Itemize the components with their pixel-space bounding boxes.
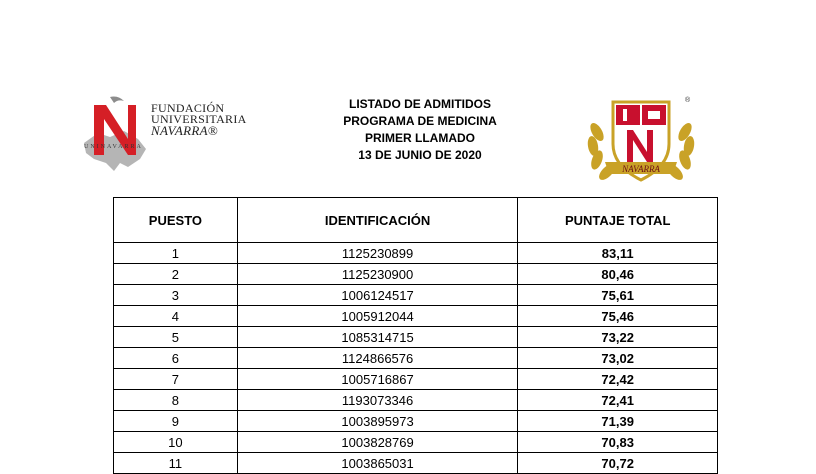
cell-puntaje: 75,61 [518,285,718,306]
cell-puesto: 6 [114,348,238,369]
table-header-row [114,198,718,243]
cell-puesto: 3 [114,285,238,306]
table-row [114,243,718,264]
cell-puesto: 11 [114,453,238,474]
cell-puntaje: 70,83 [518,432,718,453]
table-row [114,453,718,474]
logo-line-1: FUNDACIÓN [151,101,225,115]
cell-puntaje: 75,46 [518,306,718,327]
table-row [114,306,718,327]
cell-puntaje: 70,72 [518,453,718,474]
title-line-1: LISTADO DE ADMITIDOS [349,97,491,111]
cell-puesto: 8 [114,390,238,411]
table-row [114,327,718,348]
logo-line-3: NAVARRA® [151,123,218,138]
table-row [114,390,718,411]
cell-identificacion: 1085314715 [237,327,518,348]
cell-identificacion: 1006124517 [237,285,518,306]
table-row [114,348,718,369]
shield-crest-icon [583,88,699,188]
cell-puntaje: 73,02 [518,348,718,369]
admitted-list-table [113,197,718,474]
column-header-puesto: PUESTO [114,198,238,243]
cell-puntaje: 71,39 [518,411,718,432]
column-header-identificacion: IDENTIFICACIÓN [237,198,518,243]
table-row [114,264,718,285]
cell-puesto: 2 [114,264,238,285]
navarra-shield-logo [583,88,699,188]
cell-puesto: 5 [114,327,238,348]
cell-puntaje: 80,46 [518,264,718,285]
cell-puntaje: 83,11 [518,243,718,264]
cell-puntaje: 72,41 [518,390,718,411]
table-row [114,285,718,306]
document-title [300,96,540,164]
cell-puesto: 1 [114,243,238,264]
logo-line-2: UNIVERSITARIA [151,112,247,126]
table-row [114,432,718,453]
title-line-2: PROGRAMA DE MEDICINA [343,114,497,128]
cell-identificacion: 1005912044 [237,306,518,327]
cell-identificacion: 1124866576 [237,348,518,369]
table-row [114,369,718,390]
title-line-4: 13 DE JUNIO DE 2020 [358,148,482,162]
registered-mark: ® [685,97,691,104]
cell-puesto: 7 [114,369,238,390]
logo-tagline: UNINAVARRA [84,144,143,150]
cell-puntaje: 72,42 [518,369,718,390]
cell-puesto: 10 [114,432,238,453]
cell-puesto: 4 [114,306,238,327]
cell-identificacion: 1125230899 [237,243,518,264]
title-line-3: PRIMER LLAMADO [365,131,475,145]
cell-identificacion: 1193073346 [237,390,518,411]
cell-identificacion: 1003865031 [237,453,518,474]
cell-puntaje: 73,22 [518,327,718,348]
table-row [114,411,718,432]
ribbon-text: NAVARRA [622,164,660,174]
cell-puesto: 9 [114,411,238,432]
uninavarra-emblem-icon [80,93,152,173]
column-header-puntaje: PUNTAJE TOTAL [518,198,718,243]
cell-identificacion: 1003828769 [237,432,518,453]
uninavarra-logo [80,93,260,173]
cell-identificacion: 1005716867 [237,369,518,390]
cell-identificacion: 1003895973 [237,411,518,432]
cell-identificacion: 1125230900 [237,264,518,285]
